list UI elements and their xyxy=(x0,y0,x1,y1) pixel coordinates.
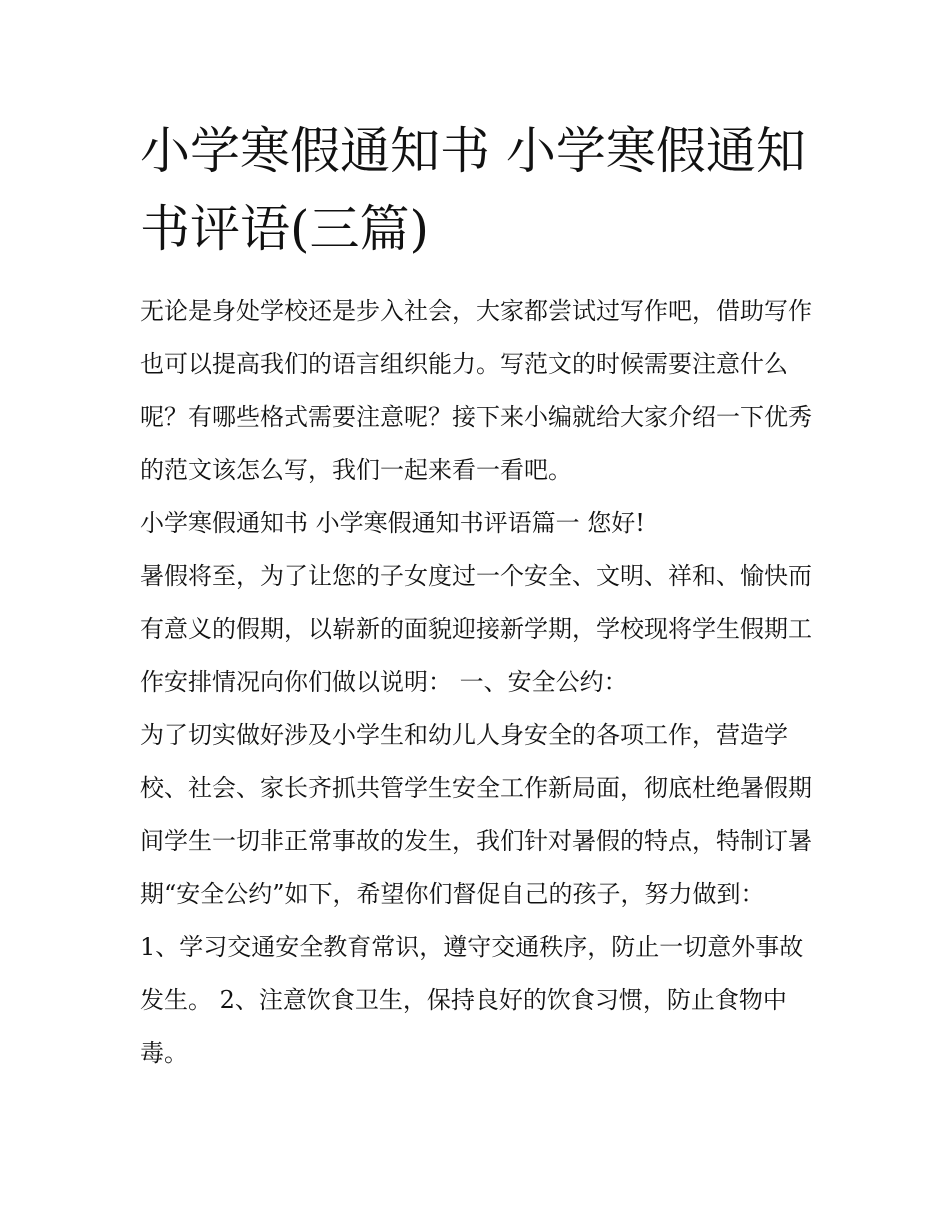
paragraph-intro: 无论是身处学校还是步入社会，大家都尝试过写作吧，借助写作也可以提高我们的语言组织能力。写范文的时候需要注意什么呢？有哪些格式需要注意呢？接下来小编就给大家介绍一下优秀的范文该怎么写，我们一起来看一看吧。 xyxy=(140,297,812,484)
paragraph-summer-notice: 暑假将至，为了让您的子女度过一个安全、文明、祥和、愉快而有意义的假期，以崭新的面貌迎接新学期，学校现将学生假期工作安排情况向你们做以说明： 一、安全公约： xyxy=(140,562,812,696)
document-title: 小学寒假通知书 小学寒假通知书评语(三篇) xyxy=(140,122,806,258)
paragraph-safety-items: 1、学习交通安全教育常识，遵守交通秩序，防止一切意外事故发生。 2、注意饮食卫生，保持良好的饮食习惯，防止食物中毒。 xyxy=(140,933,804,1067)
document-body xyxy=(140,285,820,1080)
paragraph-heading-part-one: 小学寒假通知书 小学寒假通知书评语篇一 您好! xyxy=(140,509,645,537)
paragraph-safety-pact: 为了切实做好涉及小学生和幼儿人身安全的各项工作，营造学校、社会、家长齐抓共管学生安全工作新局面，彻底杜绝暑假期间学生一切非正常事故的发生，我们针对暑假的特点，特制订暑期“安全公约”如下，希望你们督促自己的孩子，努力做到： xyxy=(140,721,812,908)
